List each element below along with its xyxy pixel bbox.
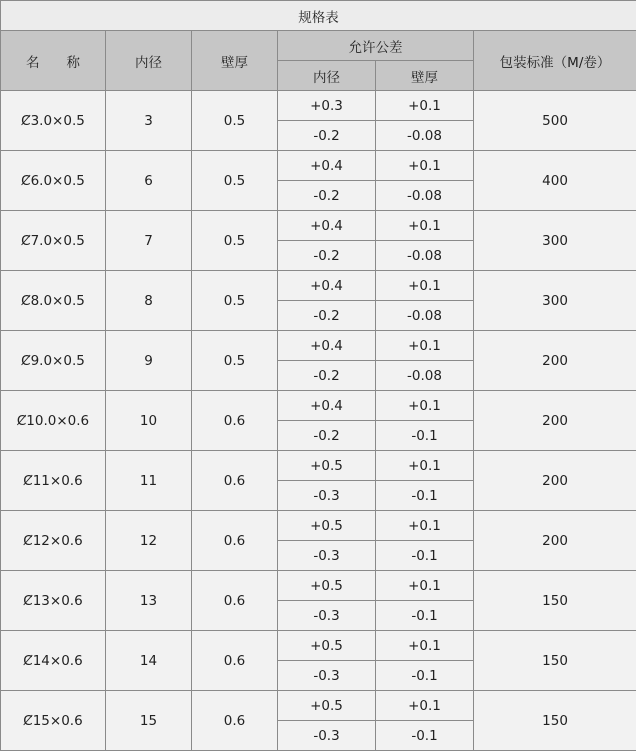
cell-tol-wall-plus: +0.1	[376, 691, 474, 721]
cell-inner-diameter: 11	[106, 451, 192, 511]
cell-name: Ȼ8.0×0.5	[1, 271, 106, 331]
cell-tol-wall-minus: -0.08	[376, 181, 474, 211]
table-row	[1, 151, 636, 181]
cell-tol-wall-plus: +0.1	[376, 391, 474, 421]
header-tolerance-wall: 壁厚	[376, 61, 474, 91]
cell-inner-diameter: 12	[106, 511, 192, 571]
cell-packaging: 200	[474, 331, 636, 391]
cell-tol-inner-plus: +0.4	[278, 391, 376, 421]
cell-tol-inner-plus: +0.5	[278, 691, 376, 721]
cell-tol-wall-plus: +0.1	[376, 331, 474, 361]
cell-wall-thickness: 0.6	[192, 451, 278, 511]
cell-packaging: 200	[474, 391, 636, 451]
spec-body	[1, 91, 636, 751]
cell-tol-wall-plus: +0.1	[376, 451, 474, 481]
cell-wall-thickness: 0.6	[192, 691, 278, 751]
cell-tol-inner-minus: -0.2	[278, 121, 376, 151]
cell-tol-wall-minus: -0.08	[376, 361, 474, 391]
cell-packaging: 300	[474, 271, 636, 331]
header-packaging: 包装标准（M/卷）	[474, 31, 636, 91]
cell-tol-wall-minus: -0.08	[376, 241, 474, 271]
cell-tol-inner-minus: -0.3	[278, 481, 376, 511]
cell-tol-inner-plus: +0.4	[278, 211, 376, 241]
cell-inner-diameter: 15	[106, 691, 192, 751]
cell-tol-inner-plus: +0.5	[278, 631, 376, 661]
table-row	[1, 91, 636, 121]
cell-inner-diameter: 8	[106, 271, 192, 331]
cell-tol-inner-minus: -0.2	[278, 241, 376, 271]
table-row	[1, 391, 636, 421]
header-wall-thickness: 壁厚	[192, 31, 278, 91]
table-row	[1, 451, 636, 481]
cell-wall-thickness: 0.6	[192, 571, 278, 631]
cell-tol-wall-minus: -0.08	[376, 121, 474, 151]
cell-tol-inner-minus: -0.3	[278, 721, 376, 751]
cell-name: Ȼ12×0.6	[1, 511, 106, 571]
cell-tol-wall-minus: -0.1	[376, 481, 474, 511]
cell-tol-wall-plus: +0.1	[376, 271, 474, 301]
table-row	[1, 691, 636, 721]
cell-packaging: 150	[474, 571, 636, 631]
cell-name: Ȼ7.0×0.5	[1, 211, 106, 271]
header-tolerance-inner: 内径	[278, 61, 376, 91]
cell-name: Ȼ14×0.6	[1, 631, 106, 691]
header-row	[1, 31, 636, 61]
table-row	[1, 271, 636, 301]
cell-tol-wall-minus: -0.1	[376, 661, 474, 691]
cell-name: Ȼ15×0.6	[1, 691, 106, 751]
table-row	[1, 511, 636, 541]
cell-packaging: 300	[474, 211, 636, 271]
cell-tol-inner-minus: -0.3	[278, 661, 376, 691]
cell-tol-wall-plus: +0.1	[376, 631, 474, 661]
cell-tol-inner-plus: +0.5	[278, 511, 376, 541]
cell-tol-inner-plus: +0.4	[278, 271, 376, 301]
cell-inner-diameter: 10	[106, 391, 192, 451]
cell-tol-inner-minus: -0.3	[278, 601, 376, 631]
cell-wall-thickness: 0.5	[192, 271, 278, 331]
cell-wall-thickness: 0.6	[192, 391, 278, 451]
cell-tol-wall-minus: -0.08	[376, 301, 474, 331]
table-row	[1, 331, 636, 361]
cell-tol-inner-minus: -0.3	[278, 541, 376, 571]
cell-name: Ȼ6.0×0.5	[1, 151, 106, 211]
cell-wall-thickness: 0.5	[192, 211, 278, 271]
table-row	[1, 631, 636, 661]
header-name: 名 称	[1, 31, 106, 91]
cell-inner-diameter: 14	[106, 631, 192, 691]
cell-packaging: 400	[474, 151, 636, 211]
table-title: 规格表	[1, 1, 636, 31]
cell-packaging: 500	[474, 91, 636, 151]
cell-tol-wall-minus: -0.1	[376, 421, 474, 451]
cell-tol-wall-plus: +0.1	[376, 211, 474, 241]
cell-tol-inner-minus: -0.2	[278, 361, 376, 391]
header-inner-diameter: 内径	[106, 31, 192, 91]
cell-name: Ȼ11×0.6	[1, 451, 106, 511]
cell-inner-diameter: 3	[106, 91, 192, 151]
cell-name: Ȼ9.0×0.5	[1, 331, 106, 391]
cell-tol-wall-minus: -0.1	[376, 601, 474, 631]
cell-tol-wall-plus: +0.1	[376, 91, 474, 121]
cell-tol-wall-minus: -0.1	[376, 541, 474, 571]
table-row	[1, 211, 636, 241]
cell-inner-diameter: 13	[106, 571, 192, 631]
cell-tol-inner-minus: -0.2	[278, 301, 376, 331]
cell-tol-inner-plus: +0.3	[278, 91, 376, 121]
cell-tol-inner-plus: +0.5	[278, 571, 376, 601]
cell-name: Ȼ3.0×0.5	[1, 91, 106, 151]
cell-packaging: 150	[474, 691, 636, 751]
cell-tol-wall-plus: +0.1	[376, 571, 474, 601]
cell-tol-wall-plus: +0.1	[376, 511, 474, 541]
cell-name: Ȼ13×0.6	[1, 571, 106, 631]
header-tolerance: 允许公差	[278, 31, 474, 61]
cell-wall-thickness: 0.6	[192, 631, 278, 691]
cell-name: Ȼ10.0×0.6	[1, 391, 106, 451]
cell-tol-inner-plus: +0.4	[278, 151, 376, 181]
cell-packaging: 200	[474, 511, 636, 571]
cell-tol-inner-plus: +0.5	[278, 451, 376, 481]
cell-tol-inner-minus: -0.2	[278, 421, 376, 451]
cell-tol-inner-plus: +0.4	[278, 331, 376, 361]
cell-tol-inner-minus: -0.2	[278, 181, 376, 211]
cell-inner-diameter: 6	[106, 151, 192, 211]
cell-wall-thickness: 0.5	[192, 91, 278, 151]
cell-tol-wall-plus: +0.1	[376, 151, 474, 181]
cell-wall-thickness: 0.6	[192, 511, 278, 571]
cell-packaging: 150	[474, 631, 636, 691]
cell-tol-wall-minus: -0.1	[376, 721, 474, 751]
cell-packaging: 200	[474, 451, 636, 511]
cell-inner-diameter: 7	[106, 211, 192, 271]
cell-inner-diameter: 9	[106, 331, 192, 391]
table-row	[1, 571, 636, 601]
cell-wall-thickness: 0.5	[192, 151, 278, 211]
title-row	[1, 1, 636, 31]
cell-wall-thickness: 0.5	[192, 331, 278, 391]
